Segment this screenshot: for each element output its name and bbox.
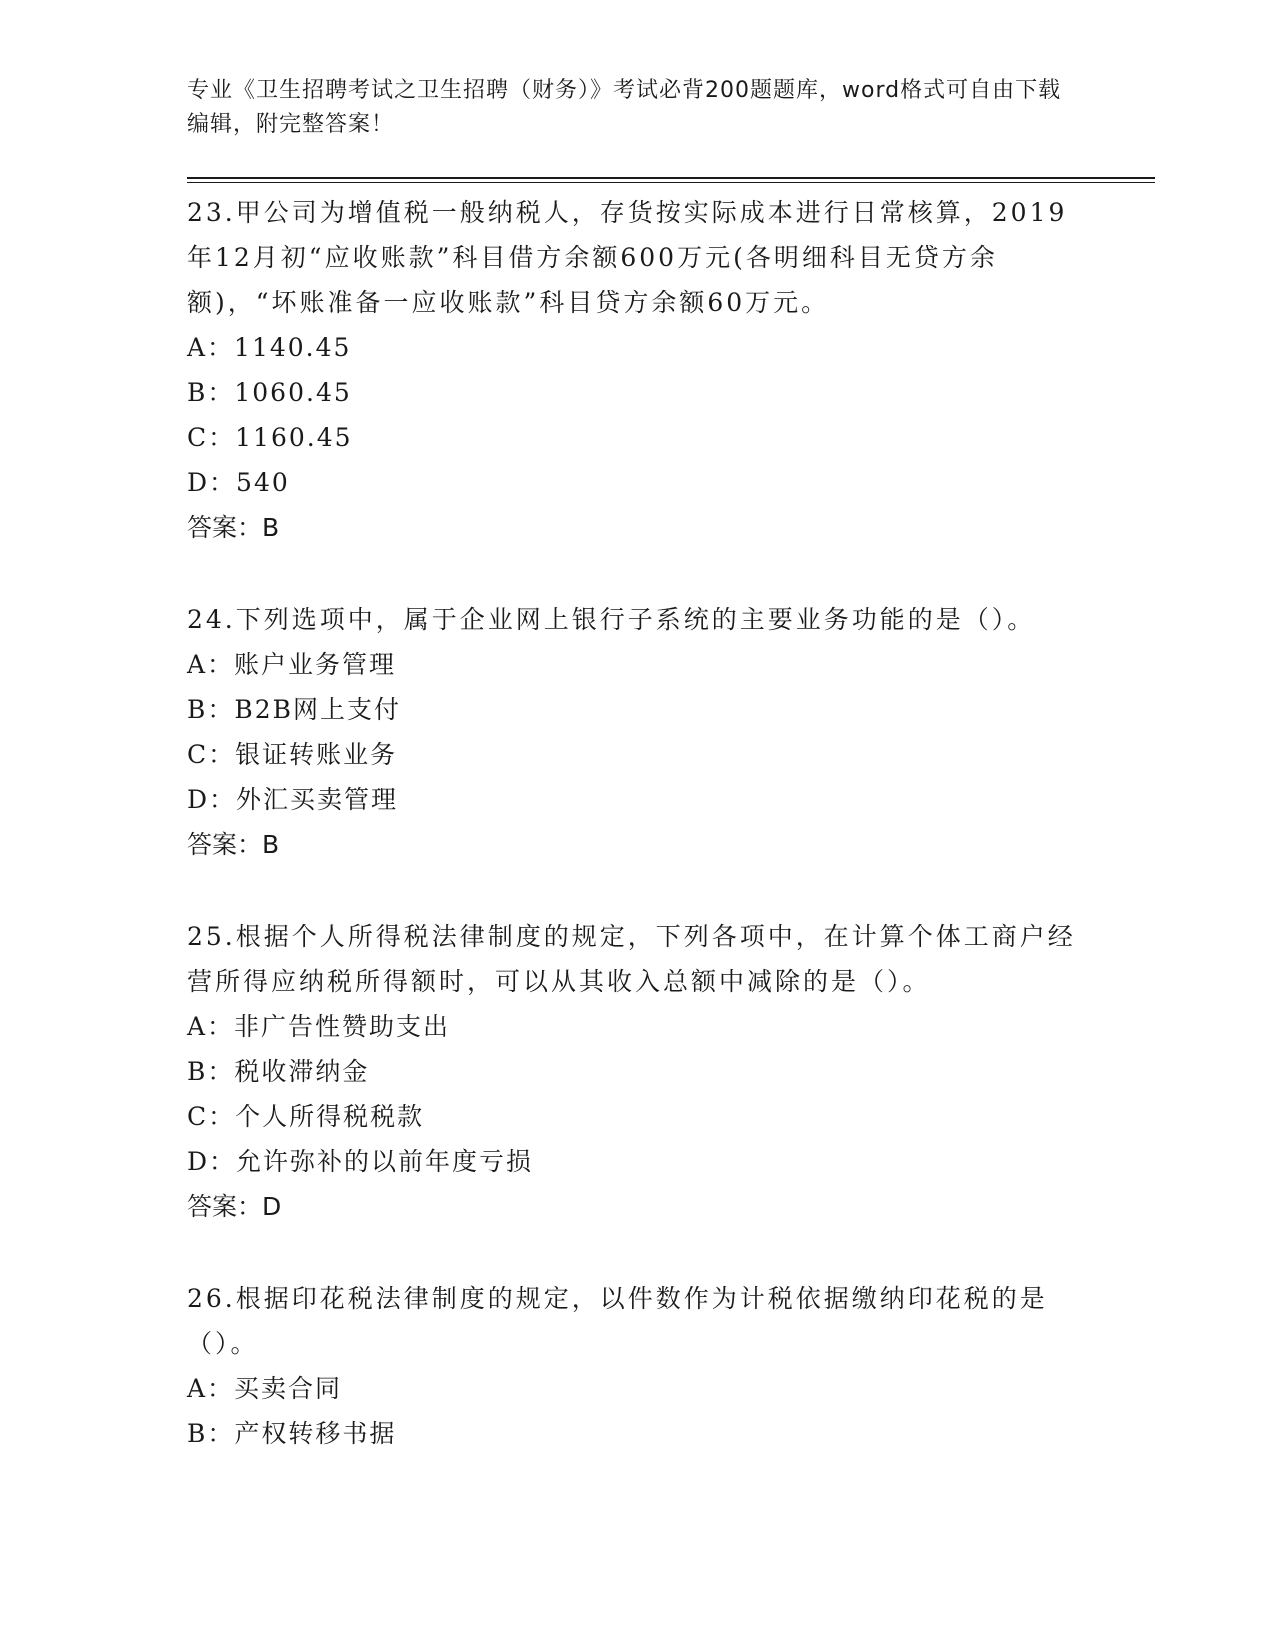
- option-b: B：产权转移书据: [187, 1419, 397, 1448]
- option-b: B：B2B网上支付: [187, 695, 402, 724]
- option-c: C：1160.45: [187, 423, 353, 452]
- question-stem: 24.下列选项中，属于企业网上银行子系统的主要业务功能的是（）。: [187, 605, 1036, 634]
- option-c: C：银证转账业务: [187, 740, 398, 769]
- document-header: 专业《卫生招聘考试之卫生招聘（财务）》考试必背200题题库，word格式可自由下载编辑，附完整答案！: [187, 78, 1062, 137]
- header-divider-thin: [187, 182, 1155, 183]
- option-a: A：账户业务管理: [187, 650, 397, 679]
- option-c: C：个人所得税税款: [187, 1102, 425, 1131]
- question-stem: 25.根据个人所得税法律制度的规定，下列各项中，在计算个体工商户经营所得应纳税所得额时，可以从其收入总额中减除的是（）。: [187, 922, 1076, 996]
- option-b: B：税收滞纳金: [187, 1057, 370, 1086]
- question-24: [187, 597, 1087, 867]
- header-divider-thick: [187, 177, 1155, 179]
- option-a: A：1140.45: [187, 333, 352, 362]
- option-a: A：买卖合同: [187, 1374, 343, 1403]
- question-25: [187, 914, 1087, 1229]
- option-a: A：非广告性赞助支出: [187, 1012, 451, 1041]
- answer: 答案：D: [187, 1192, 282, 1221]
- option-b: B：1060.45: [187, 378, 352, 407]
- option-d: D：允许弥补的以前年度亏损: [187, 1147, 534, 1176]
- question-list: [187, 190, 1087, 1456]
- answer: 答案：B: [187, 513, 280, 542]
- question-23: [187, 190, 1087, 550]
- question-stem: 23.甲公司为增值税一般纳税人，存货按实际成本进行日常核算，2019年12月初“应收账款”科目借方余额600万元(各明细科目无贷方余额)，“坏账准备一应收账款”科目贷方余额60万元。: [187, 198, 1068, 317]
- question-26: [187, 1276, 1087, 1456]
- answer: 答案：B: [187, 830, 280, 859]
- question-stem: 26.根据印花税法律制度的规定，以件数作为计税依据缴纳印花税的是（）。: [187, 1284, 1048, 1358]
- option-d: D：外汇买卖管理: [187, 785, 399, 814]
- option-d: D：540: [187, 468, 290, 497]
